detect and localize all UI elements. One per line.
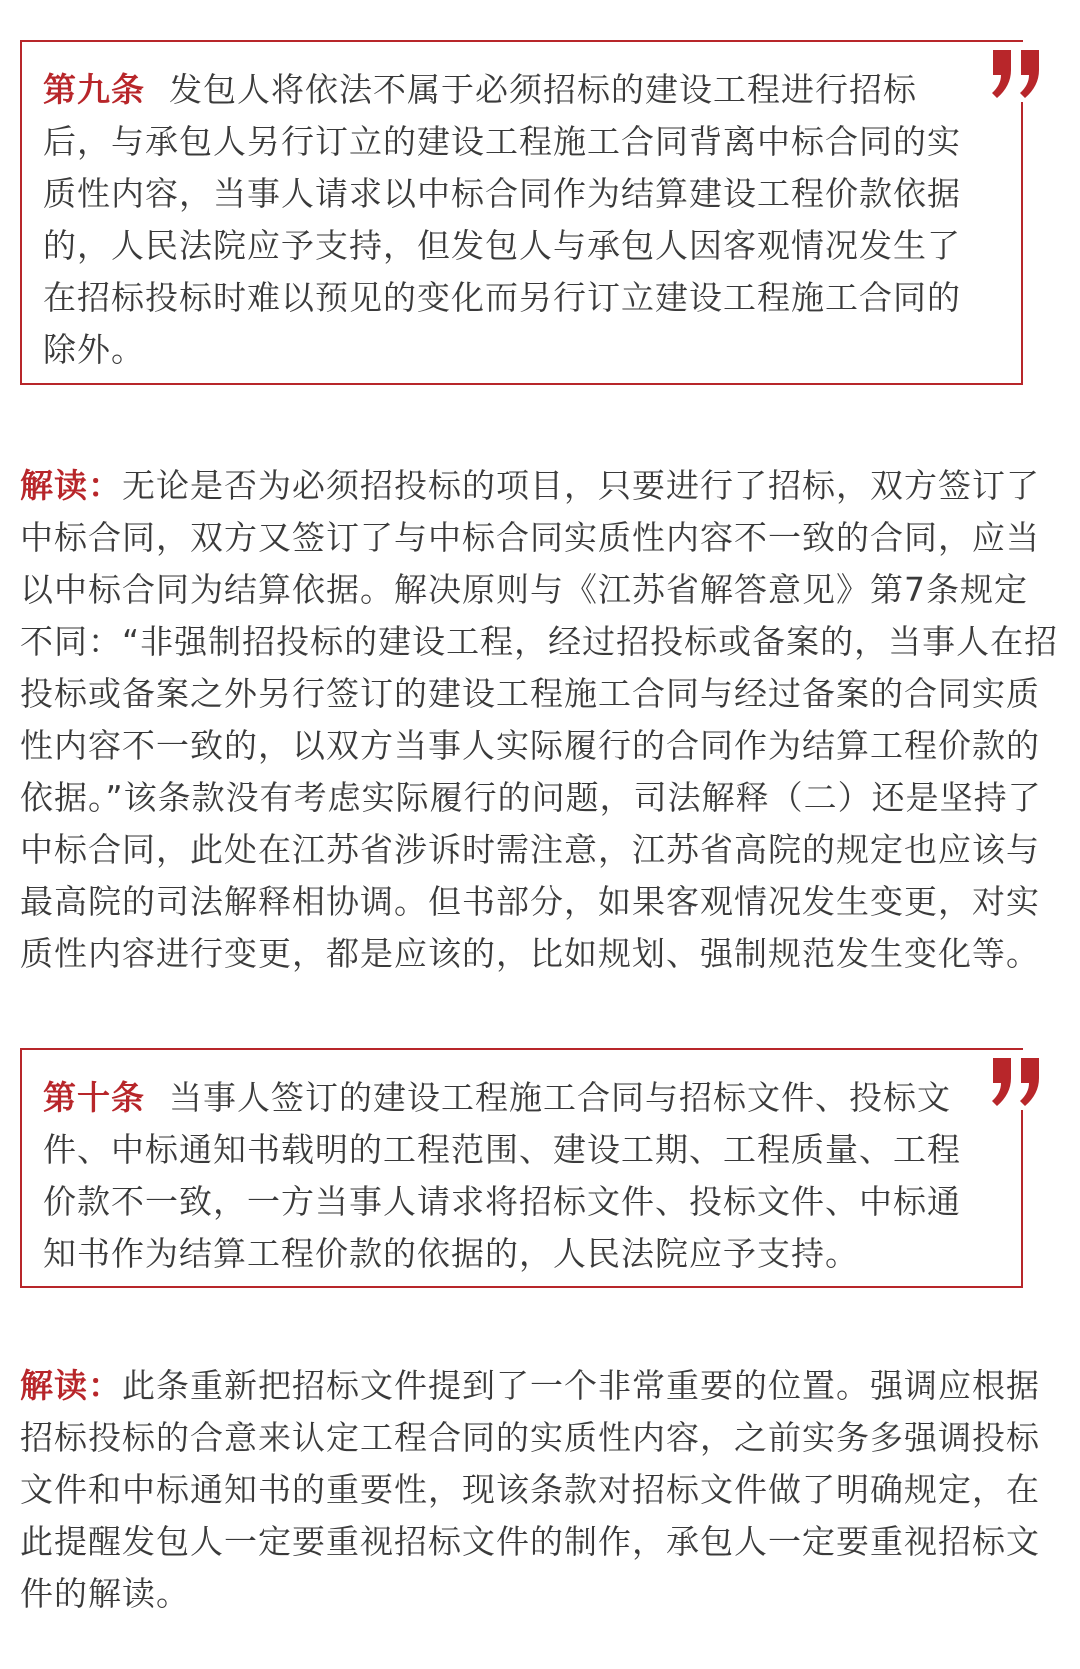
article-10-box <box>20 1048 1023 1288</box>
article-9-paragraph <box>43 64 963 376</box>
article-9-text: 发包人将依法不属于必须招标的建设工程进行招标后，与承包人另行订立的建设工程施工合同背离中标合同的实质性内容，当事人请求以中标合同作为结算建设工程价款依据的，人民法院应予支持，但发包人与承包人因客观情况发生了在招标投标时难以预见的变化而另行订立建设工程施工合同的除外。 <box>43 70 961 369</box>
interpretation-10-label: 解读： <box>20 1366 122 1405</box>
article-10-text: 当事人签订的建设工程施工合同与招标文件、投标文件、中标通知书载明的工程范围、建设工期、工程质量、工程价款不一致，一方当事人请求将招标文件、投标文件、中标通知书作为结算工程价款的依据的，人民法院应予支持。 <box>43 1078 961 1273</box>
interpretation-10-paragraph <box>20 1360 1060 1620</box>
interpretation-9-label: 解读： <box>20 466 122 505</box>
article-10-paragraph <box>43 1072 963 1280</box>
article-10-label: 第十条 <box>43 1078 145 1117</box>
right-double-quote-icon <box>985 1050 1049 1110</box>
right-double-quote-icon <box>985 42 1049 102</box>
interpretation-10-text: 此条重新把招标文件提到了一个非常重要的位置。强调应根据招标投标的合意来认定工程合同的实质性内容，之前实务多强调投标文件和中标通知书的重要性，现该条款对招标文件做了明确规定，在此提醒发包人一定要重视招标文件的制作，承包人一定要重视招标文件的解读。 <box>20 1366 1040 1613</box>
article-9-label: 第九条 <box>43 70 145 109</box>
interpretation-9-paragraph <box>20 460 1060 980</box>
interpretation-9-text: 无论是否为必须招投标的项目，只要进行了招标，双方签订了中标合同，双方又签订了与中标合同实质性内容不一致的合同，应当以中标合同为结算依据。解决原则与《江苏省解答意见》第7条规定不同：“非强制招投标的建设工程，经过招投标或备案的，当事人在招投标或备案之外另行签订的建设工程施工合同与经过备案的合同实质性内容不一致的，以双方当事人实际履行的合同作为结算工程价款的依据。”该条款没有考虑实际履行的问题，司法解释（二）还是坚持了中标合同，此处在江苏省涉诉时需注意，江苏省高院的规定也应该与最高院的司法解释相协调。但书部分，如果客观情况发生变更，对实质性内容进行变更，都是应该的，比如规划、强制规范发生变化等。 <box>20 466 1059 973</box>
article-9-box <box>20 40 1023 385</box>
